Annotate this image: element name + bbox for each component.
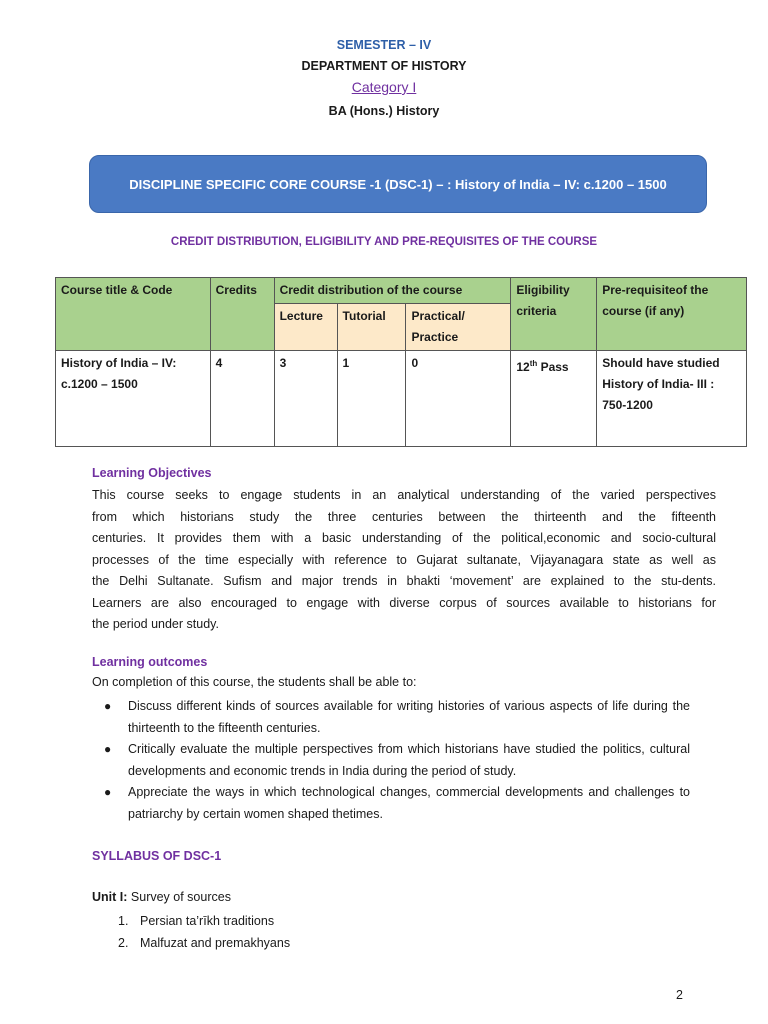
item-number: 2. bbox=[118, 935, 129, 950]
cell-eligibility: 12th Pass bbox=[511, 351, 597, 447]
list-item bbox=[100, 782, 690, 825]
course-banner-text: DISCIPLINE SPECIFIC CORE COURSE -1 (DSC-1) – : History of India – IV: c.1200 – 1500 bbox=[129, 176, 667, 192]
cell-tutorial: 1 bbox=[337, 351, 406, 447]
course-banner bbox=[89, 155, 707, 213]
list-item bbox=[118, 933, 290, 955]
cell-credits: 4 bbox=[210, 351, 274, 447]
item-text: Malfuzat and premakhyans bbox=[140, 935, 291, 950]
header-lecture: Lecture bbox=[274, 304, 337, 351]
cell-prerequisite: Should have studied History of India- III : 750-1200 bbox=[597, 351, 747, 447]
outcome-text: Discuss different kinds of sources available for writing histories of various aspects of life during the thirteenth to the fifteenth centuries. bbox=[128, 699, 690, 735]
learning-objectives-text bbox=[92, 485, 716, 636]
credit-distribution-heading: CREDIT DISTRIBUTION, ELIGIBILITY AND PRE-REQUISITES OF THE COURSE bbox=[170, 236, 598, 248]
unit-heading bbox=[92, 890, 231, 904]
item-number: 1. bbox=[118, 914, 129, 928]
list-item bbox=[100, 696, 690, 739]
unit-items-list bbox=[118, 911, 290, 954]
header-practical: Practical/ Practice bbox=[406, 304, 511, 351]
course-table bbox=[55, 277, 747, 447]
programme-title: BA (Hons.) History bbox=[328, 104, 440, 118]
learning-objectives-heading: Learning Objectives bbox=[92, 466, 212, 480]
objective-line: This course seeks to engage students in an analytical understanding of the varied perspectives bbox=[92, 488, 716, 502]
page-number: 2 bbox=[676, 988, 683, 1002]
header-course-title: Course title & Code bbox=[56, 278, 211, 351]
unit-label: Unit I: bbox=[92, 890, 128, 904]
objective-line: the Delhi Sultanate. Sufism and major trends in bhakti ‘movement’ are explained to the stu-dents. bbox=[92, 574, 716, 588]
header-tutorial: Tutorial bbox=[337, 304, 406, 351]
outcome-text: Critically evaluate the multiple perspectives from which historians have studied the politics, cultural developments and economic trends in India during the period of study. bbox=[128, 742, 690, 778]
learning-outcomes-intro: On completion of this course, the students shall be able to: bbox=[92, 675, 417, 689]
bullet-icon: ● bbox=[104, 699, 112, 713]
cell-course-title: History of India – IV: c.1200 – 1500 bbox=[56, 351, 211, 447]
objective-line: the period under study. bbox=[92, 617, 219, 631]
objective-line: processes of the time especially with reference to Gujarat sultanate, Vijayanagara state as well as bbox=[92, 552, 716, 567]
list-item bbox=[100, 739, 690, 782]
cell-practical: 0 bbox=[406, 351, 511, 447]
header-credits: Credits bbox=[210, 278, 274, 351]
list-item bbox=[118, 911, 290, 933]
learning-outcomes-heading: Learning outcomes bbox=[92, 655, 208, 669]
header-credit-distribution: Credit distribution of the course bbox=[274, 278, 511, 304]
semester-title: SEMESTER – IV bbox=[336, 38, 432, 52]
objective-line: Learners are also encouraged to engage with diverse corpus of sources available to historians for bbox=[92, 595, 716, 610]
cell-lecture: 3 bbox=[274, 351, 337, 447]
outcome-text: Appreciate the ways in which technological changes, commercial developments and challenges to patriarchy by certain women shaped thetimes. bbox=[128, 785, 690, 821]
objective-line: centuries. It provides them with a basic understanding of the political,economic and socio-cultural bbox=[92, 531, 716, 545]
item-text: Persian ta’rīkh traditions bbox=[140, 914, 275, 928]
header-eligibility: Eligibility criteria bbox=[511, 278, 597, 351]
department-title: DEPARTMENT OF HISTORY bbox=[301, 59, 467, 73]
objective-line: from which historians study the three centuries between the thirteenth and the fifteenth bbox=[92, 509, 716, 524]
header-prerequisite: Pre-requisiteof the course (if any) bbox=[597, 278, 747, 351]
unit-title: Survey of sources bbox=[130, 890, 231, 904]
bullet-icon: ● bbox=[104, 742, 112, 756]
learning-outcomes-list bbox=[100, 696, 690, 825]
category-title: Category I bbox=[351, 79, 417, 95]
bullet-icon: ● bbox=[104, 785, 112, 799]
syllabus-heading: SYLLABUS OF DSC-1 bbox=[92, 849, 222, 863]
